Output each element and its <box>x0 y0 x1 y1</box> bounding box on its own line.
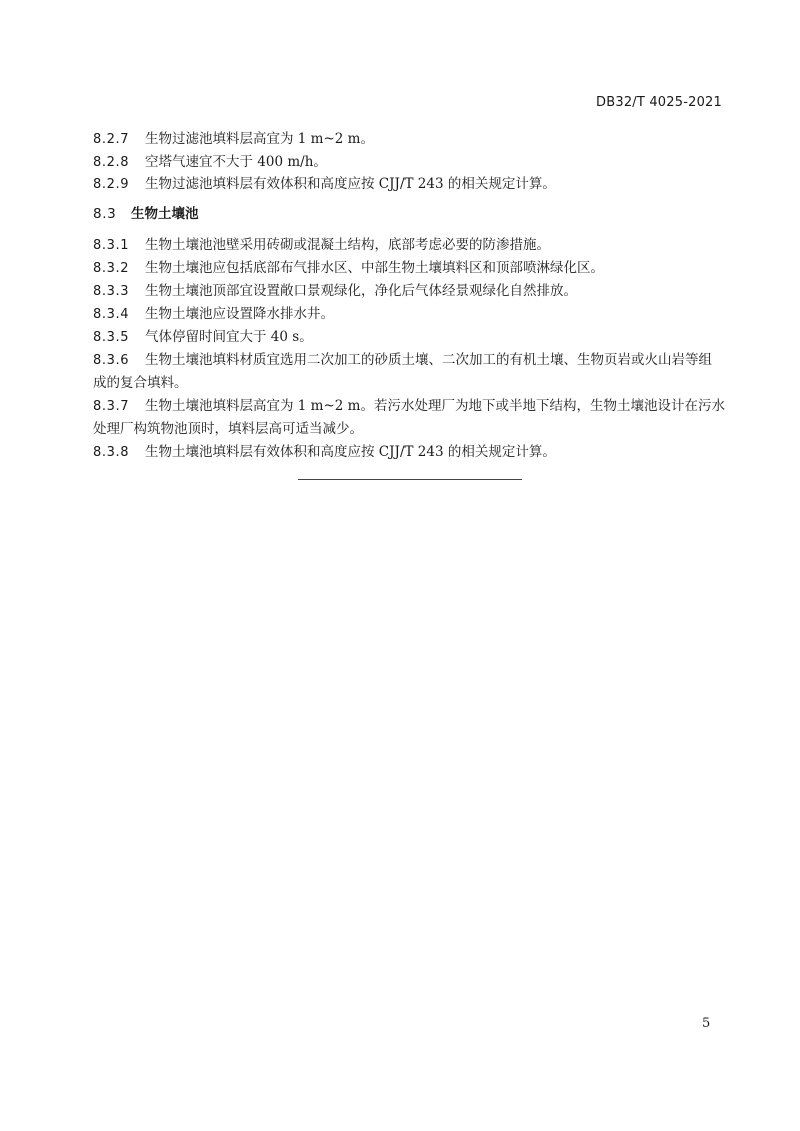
clause-number: 8.2.8 <box>93 155 130 170</box>
clause-text: 生物过滤池填料层高宜为 1 m~2 m。 <box>145 131 374 147</box>
clause-text: 生物土壤池应包括底部布气排水区、中部生物土壤填料区和顶部喷淋绿化区。 <box>145 260 604 276</box>
clause-8-3-2 <box>93 257 725 280</box>
clause-text: 生物过滤池填料层有效体积和高度应按 CJJ/T 243 的相关规定计算。 <box>145 176 556 192</box>
clause-8-3-6 <box>93 349 725 395</box>
end-of-text-rule <box>298 479 522 480</box>
section-title: 生物土壤池 <box>131 206 199 222</box>
clause-number: 8.3.6 <box>93 353 130 368</box>
clause-8-3-7 <box>93 395 725 441</box>
clause-text: 气体停留时间宜大于 40 s。 <box>145 329 313 345</box>
clause-number: 8.3.4 <box>93 307 130 322</box>
clause-text: 生物土壤池应设置降水排水井。 <box>145 306 334 322</box>
clause-text: 生物土壤池填料层有效体积和高度应按 CJJ/T 243 的相关规定计算。 <box>145 444 556 460</box>
clause-number: 8.3.2 <box>93 261 130 276</box>
section-number: 8.3 <box>93 206 117 222</box>
section-heading <box>93 202 199 222</box>
clause-number: 8.3.5 <box>93 330 130 345</box>
clause-8-2-9 <box>93 173 725 196</box>
clause-8-2-8 <box>93 151 725 174</box>
clause-number: 8.3.8 <box>93 445 130 460</box>
clause-8-3-4 <box>93 303 725 326</box>
document-code: DB32/T 4025-2021 <box>596 95 722 110</box>
clause-number: 8.3.1 <box>93 238 130 253</box>
page-number: 5 <box>702 1016 711 1031</box>
clause-number: 8.3.3 <box>93 284 130 299</box>
clause-text: 生物土壤池顶部宜设置敞口景观绿化，净化后气体经景观绿化自然排放。 <box>145 283 577 299</box>
clause-8-3-8 <box>93 441 725 464</box>
clause-8-3-3 <box>93 280 725 303</box>
clause-text: 生物土壤池填料层高宜为 1 m~2 m。若污水处理厂为地下或半地下结构，生物土壤池设计在污水处理厂构筑物池顶时，填料层高可适当减少。 <box>93 398 725 437</box>
clause-number: 8.2.9 <box>93 177 130 192</box>
clause-8-2-7 <box>93 128 725 151</box>
clause-number: 8.2.7 <box>93 132 130 147</box>
clause-text: 生物土壤池填料材质宜选用二次加工的砂质土壤、二次加工的有机土壤、生物页岩或火山岩等组成的复合填料。 <box>93 352 712 391</box>
clause-text: 生物土壤池池壁采用砖砌或混凝土结构，底部考虑必要的防渗措施。 <box>145 237 550 253</box>
clause-8-3-1 <box>93 234 725 257</box>
clause-text: 空塔气速宜不大于 400 m/h。 <box>145 154 327 170</box>
clause-number: 8.3.7 <box>93 399 130 414</box>
clause-8-3-5 <box>93 326 725 349</box>
